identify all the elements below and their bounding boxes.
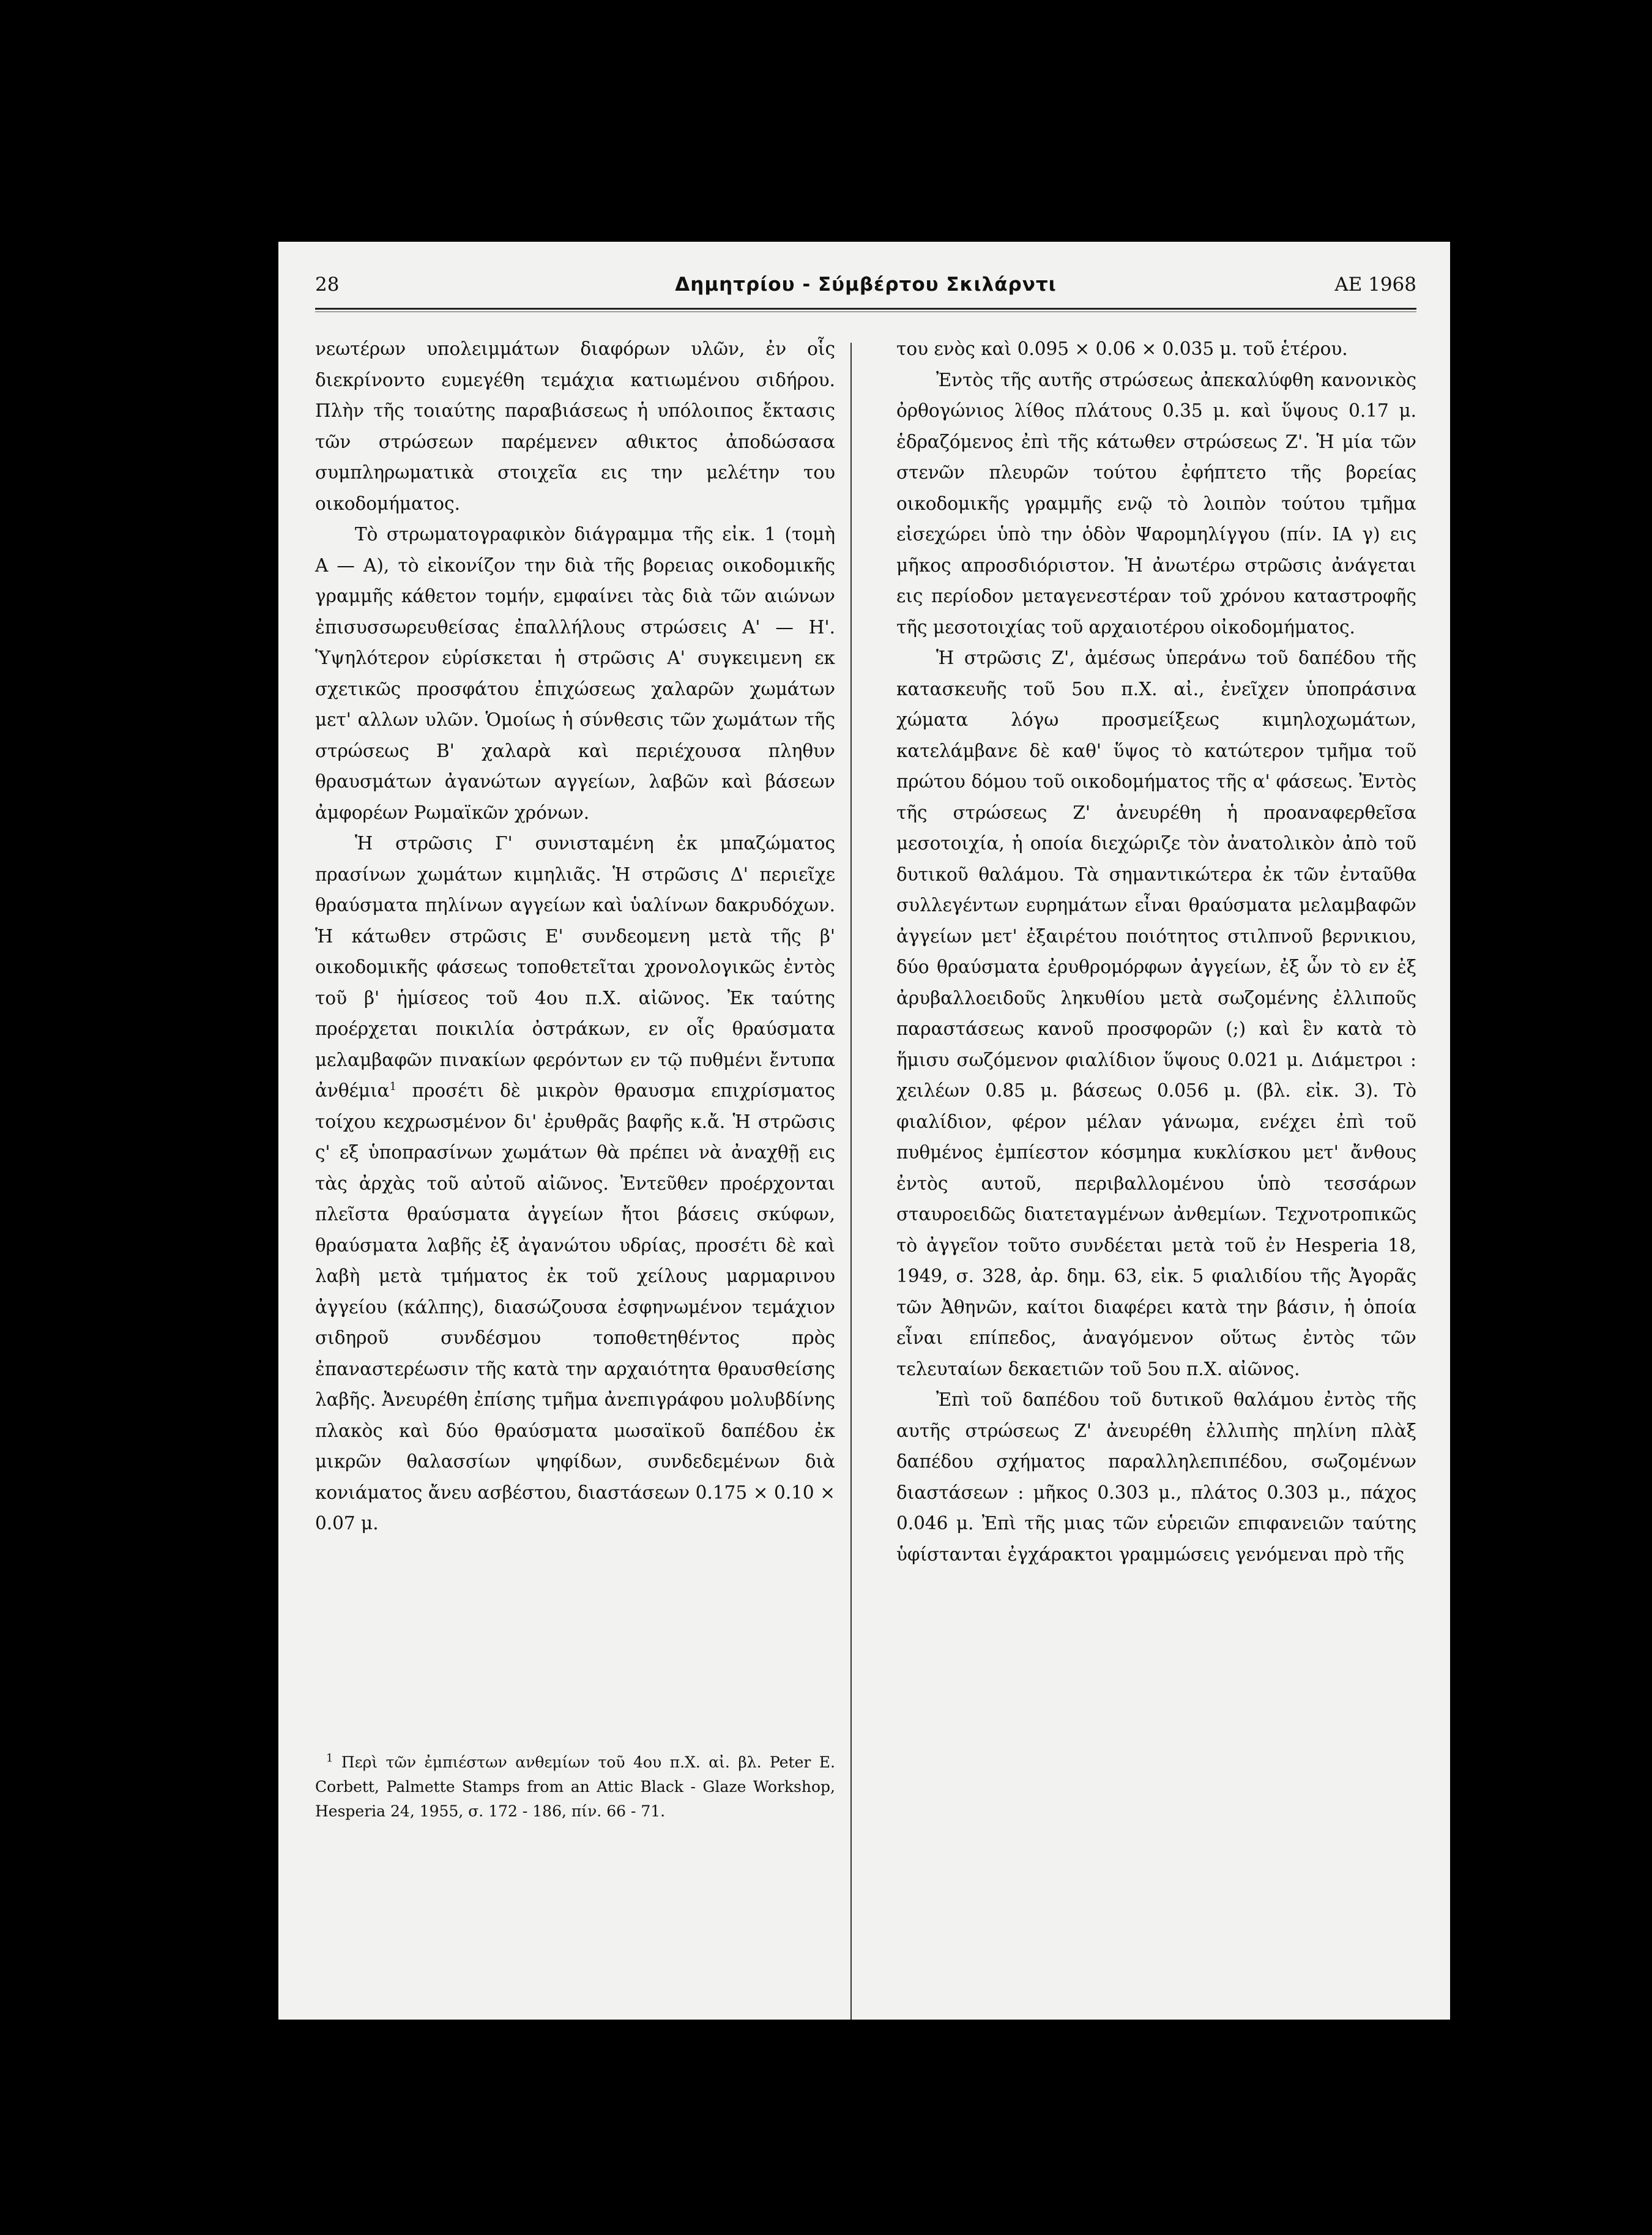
column-divider (850, 343, 852, 2020)
page-number: 28 (315, 274, 340, 296)
paragraph: Ἡ στρῶσις Ζ', ἀμέσως ὑπεράνω τοῦ δαπέδου τῆς κατασκευῆς τοῦ 5ου π.Χ. αἰ., ἐνεῖχεν ὑποπράσινα χώματα λόγω προσμείξεως κιμηλοχωμάτων, κατελάμβανε δὲ καθ' ὕψος τὸ κατώτερον τμῆμα τοῦ πρώτου δόμου τοῦ οικοδομήματος τῆς α' φάσεως. Ἐντὸς τῆς στρώσεως Ζ' ἀνευρέθη ἡ προαναφερθεῖσα μεσοτοιχία, ἡ οποία διεχώριζε τὸν ἀνατολικὸν ἀπὸ τοῦ δυτικοῦ θαλάμου. Τὰ σημαντικώτερα ἐκ τῶν ἐνταῦθα συλλεγέντων ευρημάτων εἶναι θραύσματα μελαμβαφῶν ἀγγείων μετ' ἐξαιρέτου ποιότητος στιλπνοῦ βερνικιου, δύο θραύσματα ἐρυθρομόρφων ἀγγείων, ἐξ ὧν τὸ εν ἐξ ἀρυβαλλοειδοῦς ληκυθίου μετὰ σωζομένης ἐλλιποῦς παραστάσεως κανοῦ προσφορῶν (;) καὶ ἓν κατὰ τὸ ἥμισυ σωζόμενον φιαλίδιον ὕψους 0.021 μ. Διάμετροι : χειλέων 0.85 μ. βάσεως 0.056 μ. (βλ. εἰκ. 3). Τὸ φιαλίδιον, φέρον μέλαν γάνωμα, ενέχει ἐπὶ τοῦ πυθμένος ἐμπίεστον κόσμημα κυκλίσκου μετ' ἄνθους ἐντὸς αυτοῦ, περιβαλλομένου ὑπὸ τεσσάρων σταυροειδῶς διατεταγμένων ἀνθεμίων. Τεχνοτροπικῶς τὸ ἀγγεῖον τοῦτο συνδέεται μετὰ τοῦ ἐν Hesperia 18, 1949, σ. 328, ἀρ. δημ. 63, εἰκ. 5 φιαλιδίου τῆς Ἀγορᾶς τῶν Ἀθηνῶν, καίτοι διαφέρει κατὰ την βάσιν, ἡ ὁποία εἶναι επίπεδος, ἀναγόμενον οὕτως ἐντὸς τῶν τελευταίων δεκαετιῶν τοῦ 5ου π.Χ. αἰῶνος. (896, 647, 1416, 1379)
left-column (315, 334, 835, 1539)
footnote-reference: 1 (389, 1080, 397, 1094)
paragraph: Ἐντὸς τῆς αυτῆς στρώσεως ἀπεκαλύφθη κανονικὸς ὀρθογώνιος λίθος πλάτους 0.35 μ. καὶ ὕψους 0.17 μ. ἑδραζόμενος ἐπὶ τῆς κάτωθεν στρώσεως Ζ'. Ἡ μία τῶν στενῶν πλευρῶν τούτου ἐφήπτετο τῆς βορείας οικοδομικῆς γραμμῆς ενῷ τὸ λοιπὸν τούτου τμῆμα εἰσεχώρει ὑπὸ την ὁδὸν Ψαρομηλίγγου (πίν. ΙΑ γ) εις μῆκος απροσδιόριστον. Ἡ ἀνωτέρω στρῶσις ἀνάγεται εις περίοδον μεταγενεστέραν τοῦ χρόνου καταστροφῆς τῆς μεσοτοιχίας τοῦ αρχαιοτέρου οἰκοδομήματος. (896, 369, 1416, 638)
footnote (315, 1750, 835, 1824)
document-page (278, 242, 1450, 2020)
paragraph (315, 828, 835, 1539)
header-rule (315, 308, 1416, 310)
footnotes (315, 1750, 835, 1824)
right-column (896, 334, 1416, 1570)
paragraph-text: Ἡ στρῶσις Γ' συνισταμένη ἐκ μπαζώματος πρασίνων χωμάτων κιμηλιᾶς. Ἡ στρῶσις Δ' περιεῖχε θραύσματα πηλίνων αγγείων καὶ ὑαλίνων δακρυδόχων. Ἡ κάτωθεν στρῶσις Ε' συνδεομενη μετὰ τῆς β' οικοδομικῆς φάσεως τοποθετεῖται χρονολογικῶς ἐντὸς τοῦ β' ἡμίσεος τοῦ 4ου π.Χ. αἰῶνος. Ἐκ ταύτης προέρχεται ποικιλία ὀστράκων, εν οἷς θραύσματα μελαμβαφῶν πινακίων φερόντων εν τῷ πυθμένι ἔντυπα ἀνθέμια (315, 833, 835, 1101)
paragraph: νεωτέρων υπολειμμάτων διαφόρων υλῶν, ἐν οἷς διεκρίνοντο ευμεγέθη τεμάχια κατιωμένου σιδήρου. Πλὴν τῆς τοιαύτης παραβιάσεως ἡ υπόλοιπος ἔκτασις τῶν στρώσεων παρέμενεν αθικτος ἀποδώσασα συμπληρωματικὰ στοιχεῖα εις την μελέτην του οικοδομήματος. (315, 338, 835, 514)
footnote-mark: 1 (326, 1752, 333, 1765)
paragraph: του ενὸς καὶ 0.095 × 0.06 × 0.035 μ. τοῦ ἑτέρου. (896, 338, 1348, 359)
paragraph-text: προσέτι δὲ μικρὸν θραυσμα επιχρίσματος τοίχου κεχρωσμένον δι' ἐρυθρᾶς βαφῆς κ.ἄ. Ἡ στρῶσις ς' εξ ὑποπρασίνων χωμάτων θὰ πρέπει νὰ ἀναχθῇ εις τὰς ἀρχὰς τοῦ αὐτοῦ αἰῶνος. Ἐντεῦθεν προέρχονται πλεῖστα θραύσματα ἀγγείων ἤτοι βάσεις σκύφων, θραύσματα λαβῆς ἐξ ἀγανώτου υδρίας, προσέτι δὲ καὶ λαβὴ μετὰ τμήματος ἐκ τοῦ χείλους μαρμαρινου ἀγγείου (κάλπης), διασώζουσα ἐσφηνωμένον τεμάχιον σιδηροῦ συνδέσμου τοποθετηθέντος πρὸς ἐπαναστερέωσιν τῆς κατὰ την αρχαιότητα θραυσθείσης λαβῆς. Ἀνευρέθη ἐπίσης τμῆμα ἀνεπιγράφου μολυβδίνης πλακὸς καὶ δύο θραύσματα μωσαϊκοῦ δαπέδου ἐκ μικρῶν θαλασσίων ψηφίδων, συνδεδεμένων διὰ κονιάματος ἄνευ ασβέστου, διαστάσεων 0.175 × 0.10 × 0.07 μ. (315, 1080, 835, 1534)
paragraph: Ἐπὶ τοῦ δαπέδου τοῦ δυτικοῦ θαλάμου ἐντὸς τῆς αυτῆς στρώσεως Ζ' ἀνευρέθη ἐλλιπὴς πηλίνη πλὰξ δαπέδου σχήματος παραλληλεπιπέδου, σωζομένων διαστάσεων : μῆκος 0.303 μ., πλάτος 0.303 μ., πάχος 0.046 μ. Ἐπὶ τῆς μιας τῶν εὑρειῶν επιφανειῶν ταύτης ὑφίστανται ἐγχάρακτοι γραμμώσεις γενόμεναι πρὸ τῆς (896, 1389, 1416, 1565)
paragraph: Τὸ στρωματογραφικὸν διάγραμμα τῆς εἰκ. 1 (τομὴ Α — Α), τὸ εἰκονίζον την διὰ τῆς βορειας οικοδομικῆς γραμμῆς κάθετον τομήν, εμφαίνει τὰς διὰ τῶν αιώνων ἐπισυσσωρευθείσας ἐπαλλήλους στρώσεις Α' — Η'. Ὑψηλότερον εὑρίσκεται ἡ στρῶσις Α' συγκειμενη εκ σχετικῶς προσφάτου ἐπιχώσεως χαλαρῶν χωμάτων μετ' αλλων υλῶν. Ὁμοίως ἡ σύνθεσις τῶν χωμάτων τῆς στρώσεως Β' χαλαρὰ καὶ περιέχουσα πληθυν θραυσμάτων ἀγανώτων αγγείων, λαβῶν καὶ βάσεων ἀμφορέων Ρωμαϊκῶν χρόνων. (315, 524, 835, 823)
journal-reference: AE 1968 (1334, 274, 1416, 296)
running-header (315, 266, 1416, 303)
footnote-text: Περὶ τῶν ἐμπιέστων ανθεμίων τοῦ 4ου π.Χ. αἰ. βλ. Peter E. Corbett, Palmette Stamps from an Attic Black - Glaze Workshop, Hesperia 24, 1955, σ. 172 - 186, πίν. 66 - 71. (315, 1753, 835, 1820)
running-title: Δημητρίου - Σύμβέρτου Σκιλάρντι (675, 274, 1057, 296)
